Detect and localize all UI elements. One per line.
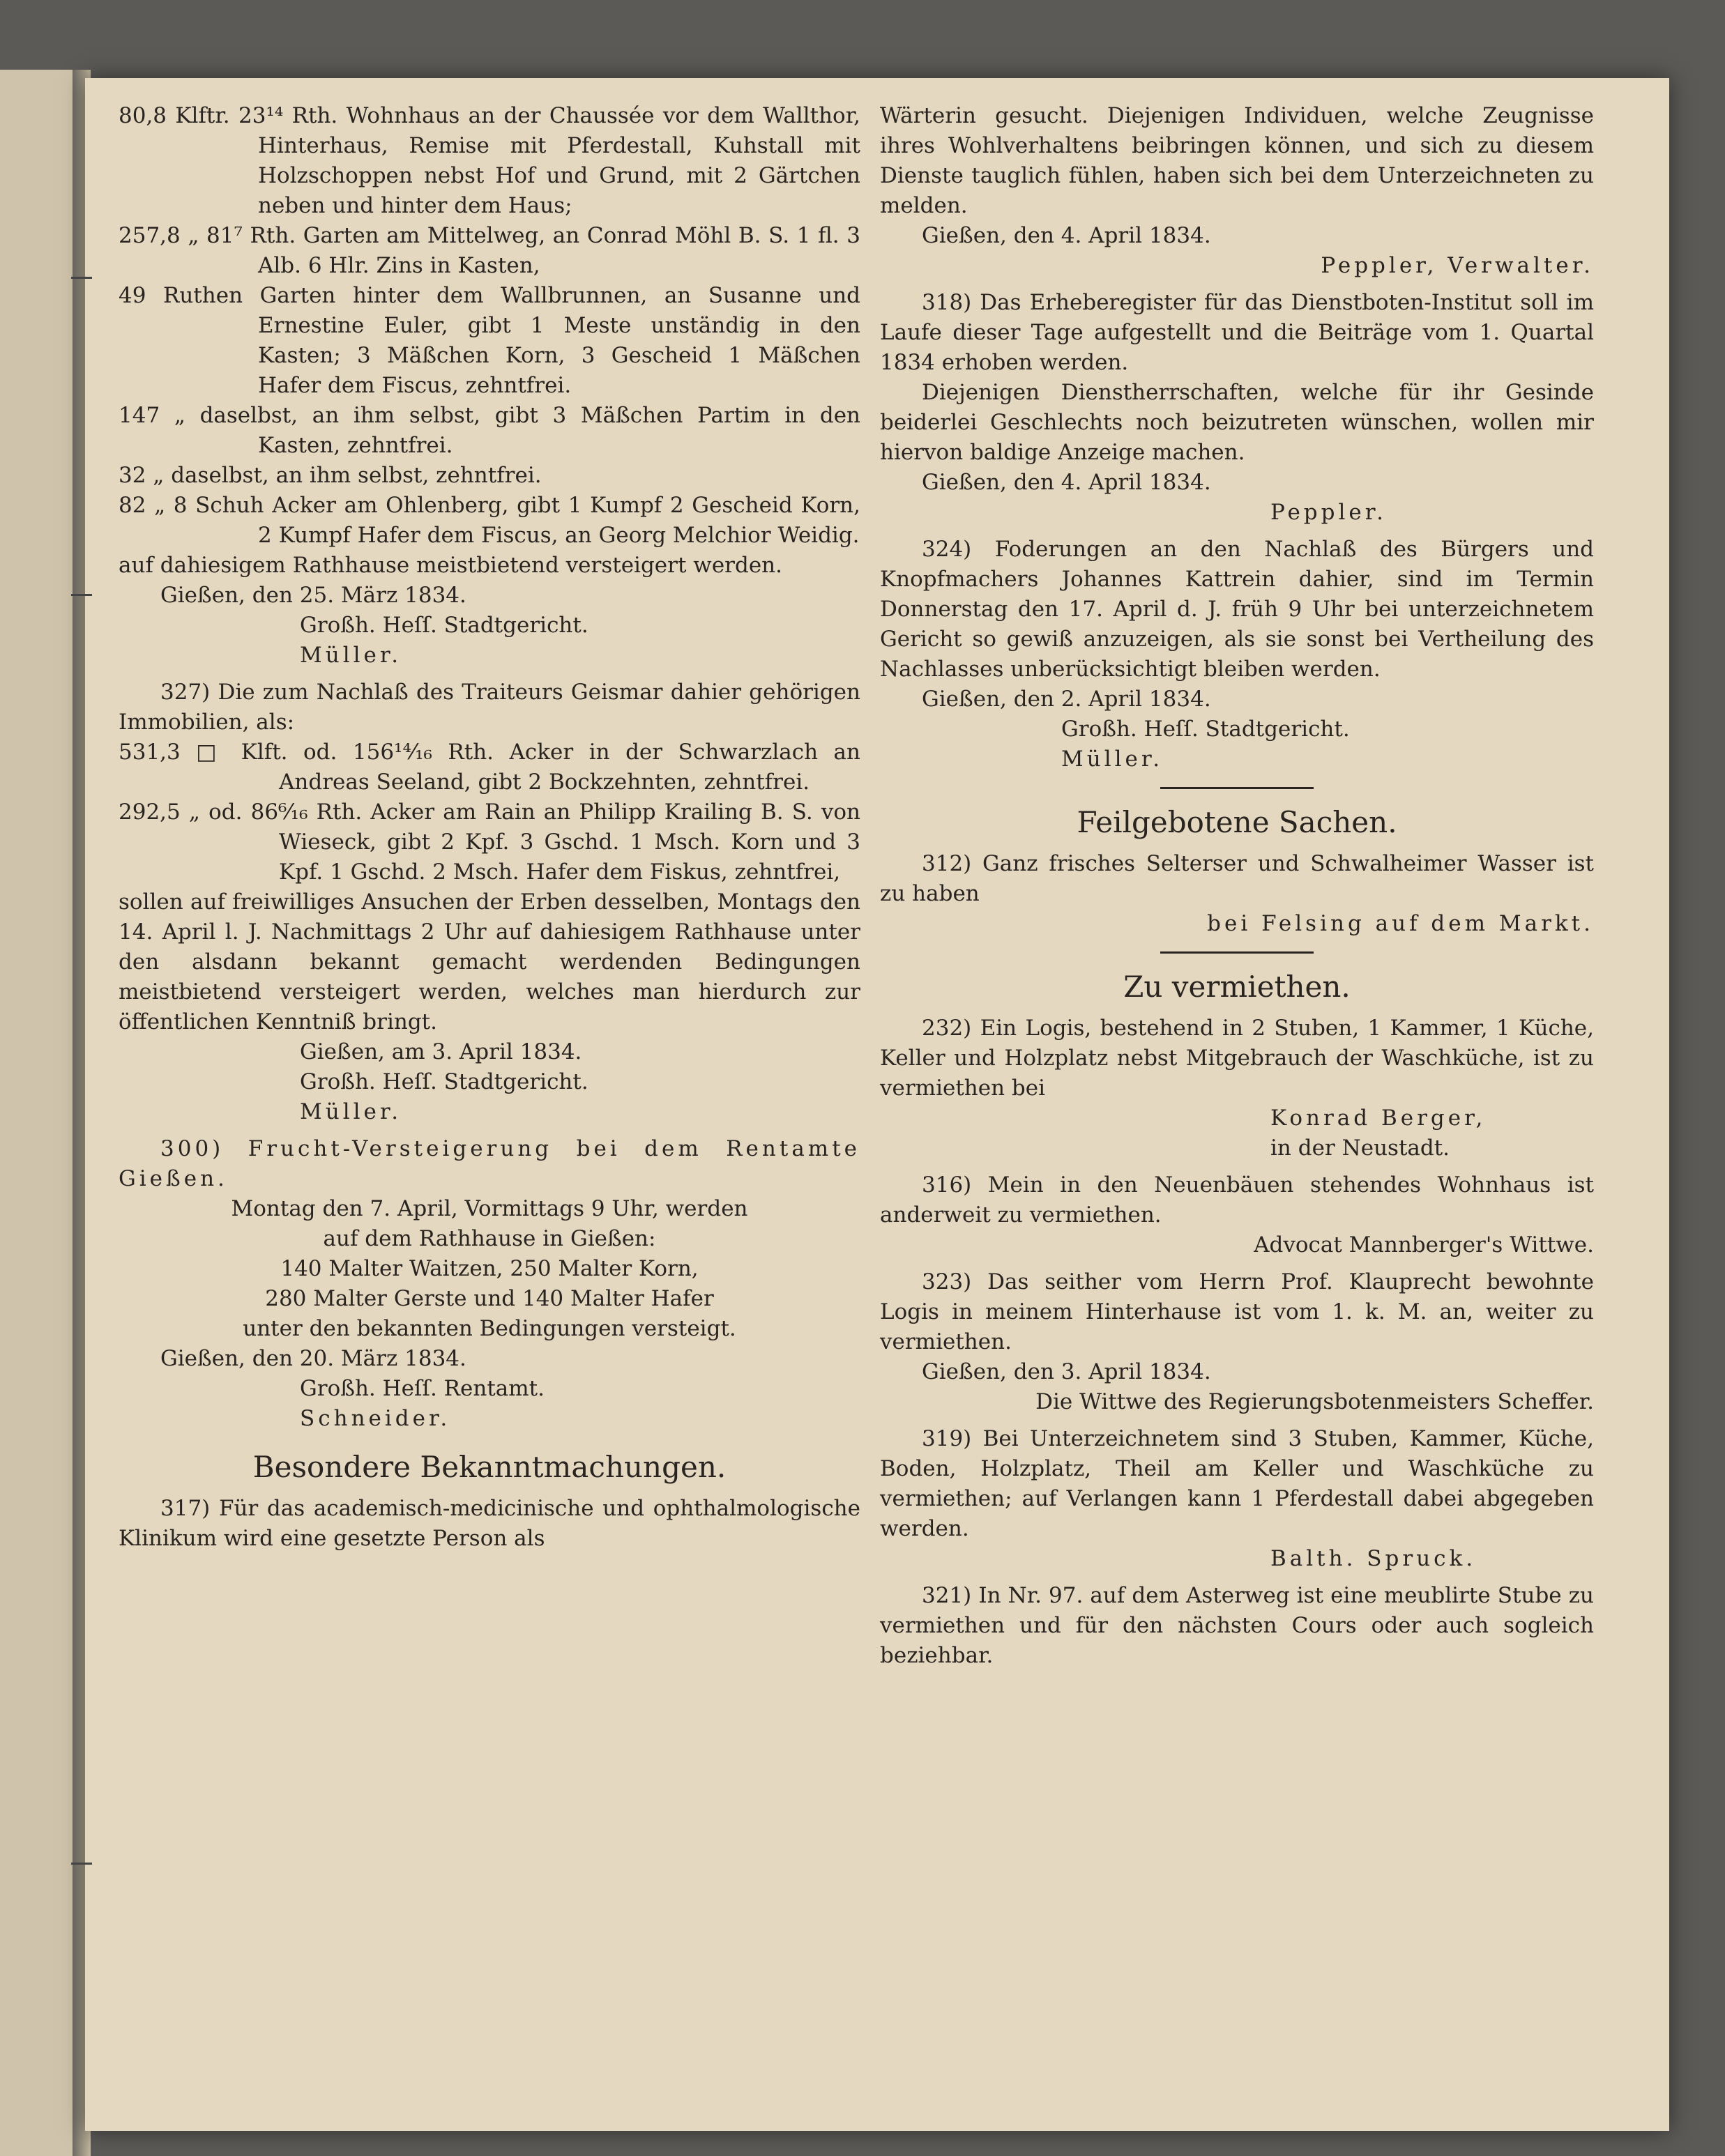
section-heading-feilgebotene: Feilgebotene Sachen. [1077,805,1397,839]
notice-317: 317) Für das academisch-medicinische und ophthalmologische Klinikum wird eine gesetzte Person als [119,1496,860,1551]
notice-323: 323) Das seither vom Herrn Prof. Klauprecht bewohnte Logis in meinem Hinterhause ist vom 1. k. M. an, weiter zu vermiethen. [880,1269,1594,1354]
left-column [119,101,860,1554]
court-name: Großh. Heſſ. Stadtgericht. [300,1069,588,1094]
notice-312: 312) Ganz frisches Selterser und Schwalheimer Wasser ist zu haben [880,851,1594,906]
court-name: Großh. Heſſ. Stadtgericht. [300,613,588,638]
signature: Advocat Mannberger's Wittwe. [1254,1232,1594,1257]
section-divider [1160,951,1314,954]
signature: Müller. [300,643,402,668]
property-item: 147 „ daselbst, an ihm selbst, gibt 3 Mäßchen Partim in den Kasten, zehntfrei. [119,403,860,458]
notice-327: 327) Die zum Nachlaß des Traiteurs Geismar dahier gehörigen Immobilien, als: [119,680,860,735]
notice-327-body: sollen auf freiwilliges Ansuchen der Erben desselben, Montags den 14. April l. J. Nachmittags 2 Uhr auf dahiesigem Rathhause unter den alsdann bekannt gemacht werdenden Bedingungen meistbietend versteigert werden, welches man hierdurch zur öffentlichen Kenntniß bringt. [119,889,860,1034]
property-item: 80,8 Klftr. 23¹⁴ Rth. Wohnhaus an der Chaussée vor dem Wallthor, Hinterhaus, Remise mit Pferdestall, Kuhstall mit Holzschoppen nebst Hof und Grund, mit 2 Gärtchen neben und hinter dem Haus; [119,103,860,218]
signature: Konrad Berger, [1270,1106,1487,1131]
property-item: 531,3 □ Klft. od. 156¹⁴⁄₁₆ Rth. Acker in der Schwarzlach an Andreas Seeland, gibt 2 Bockzehnten, zehntfrei. [119,740,860,795]
right-column [880,101,1594,1671]
notice-300-line: unter den bekannten Bedingungen versteigt. [243,1316,736,1341]
signature: Peppler, Verwalter. [1321,253,1594,278]
notice-324: 324) Foderungen an den Nachlaß des Bürgers und Knopfmachers Johannes Kattrein dahier, sind im Termin Donnerstag den 17. April d. J. früh 9 Uhr bei unterzeichnetem Gericht so gewiß anzuzeigen, als sie sonst bei Vertheilung des Nachlasses unberücksichtigt bleiben werden. [880,537,1594,682]
date-line: Gießen, den 2. April 1834. [922,687,1211,712]
margin-mark [71,594,92,596]
signature: Müller. [1061,747,1164,772]
office-name: Großh. Heſſ. Rentamt. [300,1376,545,1401]
property-item: 257,8 „ 81⁷ Rth. Garten am Mittelweg, an Conrad Möhl B. S. 1 fl. 3 Alb. 6 Hlr. Zins in Kasten, [119,223,860,278]
section-heading-vermiethen: Zu vermiethen. [1123,970,1351,1004]
notice-318: 318) Das Erheberegister für das Dienstboten-Institut soll im Laufe dieser Tage aufgestellt und die Beiträge vom 1. Quartal 1834 erhoben werden. [880,290,1594,375]
notice-300-title: 300) Frucht-Versteigerung bei dem Rentamte Gießen. [119,1136,860,1191]
date-line: Gießen, den 3. April 1834. [922,1359,1211,1384]
previous-page-edge [0,70,78,2156]
date-line: Gießen, am 3. April 1834. [300,1039,582,1064]
margin-mark [71,1863,92,1865]
date-line: Gießen, den 4. April 1834. [922,223,1211,248]
property-item: 49 Ruthen Garten hinter dem Wallbrunnen, an Susanne und Ernestine Euler, gibt 1 Meste unständig in den Kasten; 3 Mäßchen Korn, 3 Gescheid 1 Mäßchen Hafer dem Fiscus, zehntfrei. [119,283,860,398]
signature: Schneider. [300,1406,451,1431]
margin-mark [71,277,92,279]
signature: Die Wittwe des Regierungsbotenmeisters Scheffer. [1035,1389,1594,1414]
signature: Müller. [300,1099,402,1124]
signature: Balth. Spruck. [1270,1546,1477,1571]
property-item: 32 „ daselbst, an ihm selbst, zehntfrei. [119,463,542,488]
section-divider [1160,787,1314,789]
notice-300-line: 280 Malter Gerste und 140 Malter Hafer [265,1286,714,1311]
notice-317-continued: Wärterin gesucht. Diejenigen Individuen, welche Zeugnisse ihres Wohlverhaltens beibringen können, und sich zu diesem Dienste tauglich fühlen, haben sich bei dem Unterzeichneten zu melden. [880,103,1594,218]
notice-300-line: auf dem Rathhause in Gießen: [323,1226,656,1251]
auction-note: auf dahiesigem Rathhause meistbietend versteigert werden. [119,553,782,578]
court-name: Großh. Heſſ. Stadtgericht. [1061,717,1350,742]
date-line: Gießen, den 4. April 1834. [922,470,1211,495]
signature: bei Felsing auf dem Markt. [1207,911,1594,936]
notice-319: 319) Bei Unterzeichnetem sind 3 Stuben, Kammer, Küche, Boden, Holzplatz, Theil am Keller und Waschküche zu vermiethen; auf Verlangen kann 1 Pferdestall dabei abgegeben werden. [880,1426,1594,1541]
signature: Peppler. [1270,500,1388,525]
notice-318-para: Diejenigen Dienstherrschaften, welche für ihr Gesinde beiderlei Geschlechts noch beizutreten wünschen, wollen mir hiervon baldige Anzeige machen. [880,380,1594,465]
section-heading-besondere: Besondere Bekanntmachungen. [252,1450,727,1484]
notice-321: 321) In Nr. 97. auf dem Asterweg ist eine meublirte Stube zu vermiethen und für den nächsten Cours oder auch sogleich beziehbar. [880,1583,1594,1668]
signature-address: in der Neustadt. [1270,1136,1450,1161]
notice-300-line: 140 Malter Waitzen, 250 Malter Korn, [280,1256,699,1281]
date-line: Gießen, den 25. März 1834. [160,583,466,608]
property-item: 292,5 „ od. 86⁶⁄₁₆ Rth. Acker am Rain an Philipp Krailing B. S. von Wieseck, gibt 2 Kpf. 3 Gschd. 1 Msch. Korn und 3 Kpf. 1 Gschd. 2 Msch. Hafer dem Fiskus, zehntfrei, [119,800,860,885]
date-line: Gießen, den 20. März 1834. [160,1346,466,1371]
property-item: 82 „ 8 Schuh Acker am Ohlenberg, gibt 1 Kumpf 2 Gescheid Korn, 2 Kumpf Hafer dem Fiscus, an Georg Melchior Weidig. [119,493,860,548]
notice-300-line: Montag den 7. April, Vormittags 9 Uhr, werden [231,1196,748,1221]
notice-232: 232) Ein Logis, bestehend in 2 Stuben, 1 Kammer, 1 Küche, Keller und Holzplatz nebst Mitgebrauch der Waschküche, ist zu vermiethen bei [880,1016,1594,1101]
notice-316: 316) Mein in den Neuenbäuen stehendes Wohnhaus ist anderweit zu vermiethen. [880,1172,1594,1228]
